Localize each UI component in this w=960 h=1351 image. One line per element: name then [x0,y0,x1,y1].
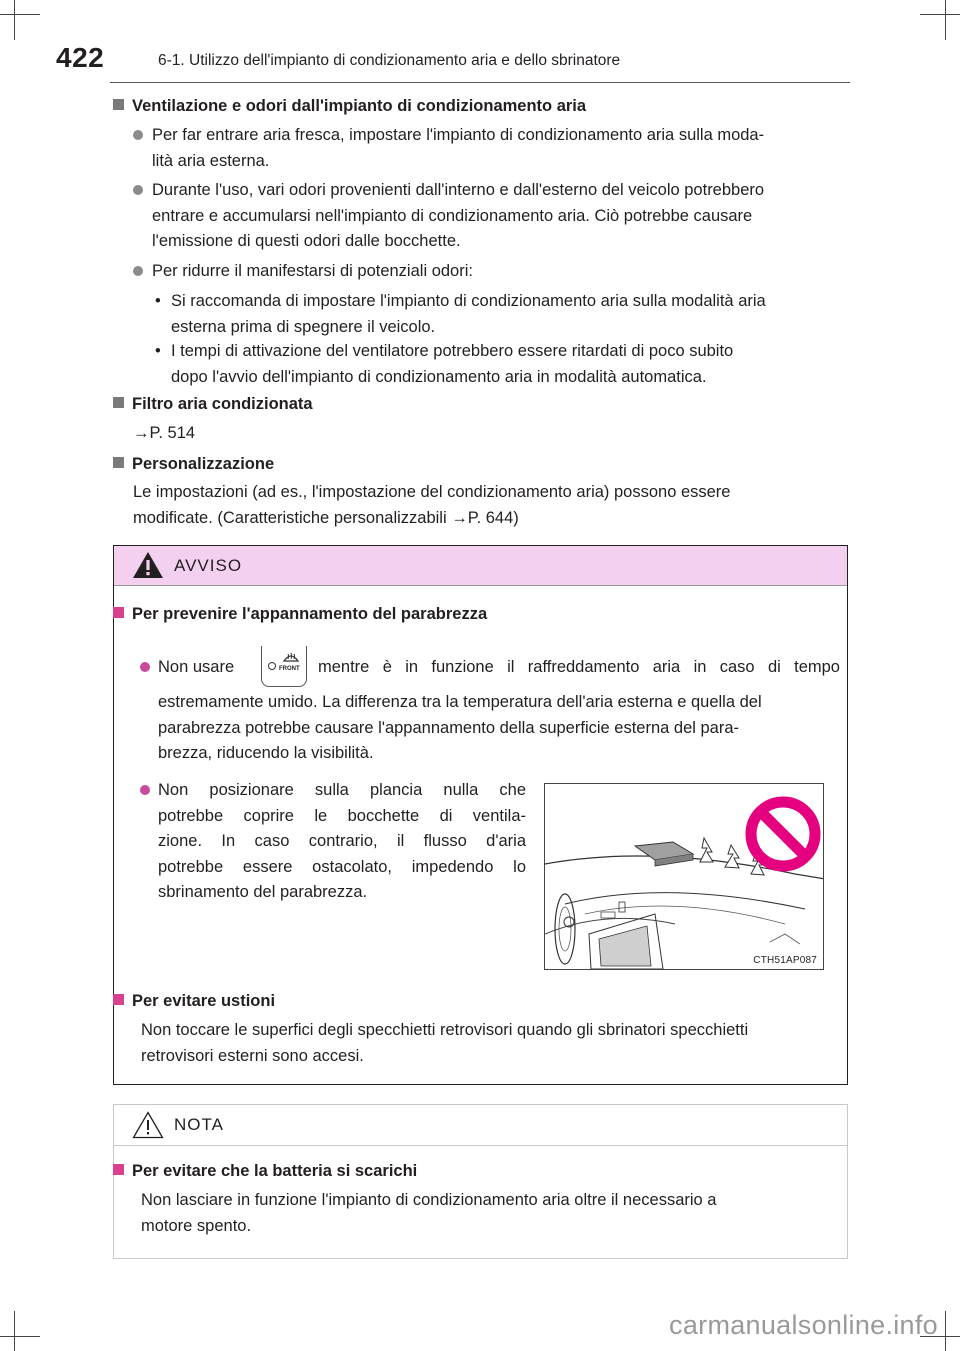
warning-title: AVVISO [174,556,243,575]
section-heading: Filtro aria condizionata [113,395,313,414]
caution-triangle-icon [132,1111,164,1139]
paragraph: Per ridurre il manifestarsi di potenziali odori: [152,262,473,280]
square-bullet-icon [113,99,124,110]
paragraph: Non toccare le superfici degli specchietti retrovisori quando gli sbrinatori specchietti retrovisori esterni sono accesi. [141,1021,749,1065]
paragraph: mentre è in funzione il raffreddamento aria in caso di tempo [318,658,840,676]
round-bullet-icon [140,662,150,672]
square-bullet-icon [113,607,124,618]
paragraph: Durante l'uso, vari odori provenienti dall'interno e dall'esterno del veicolo potrebbero entrare e accumularsi nell'impianto di condizionamento aria. Ciò potrebbe causare l'emissione di questi odori dalle bocchette. [152,181,765,250]
paragraph: Le impostazioni (ad es., l'impostazione del condizionamento aria) possono essere modificate. (Caratteristiche personalizzabili →P. 644) [133,483,731,527]
crop-mark [945,1311,946,1351]
square-bullet-icon [113,397,124,408]
note-title: NOTA [174,1115,224,1134]
prohibition-icon [751,802,815,866]
crop-mark [920,14,960,15]
square-bullet-icon [113,994,124,1005]
paragraph: Per far entrare aria fresca, impostare l'impianto di condizionamento aria sulla moda- lità aria esterna. [152,126,765,170]
dashboard-drawing [545,784,824,970]
watermark: carmanualsonline.info [669,1310,938,1340]
defroster-icon [282,650,300,664]
section-heading: Ventilazione e odori dall'impianto di condizionamento aria [113,97,586,116]
paragraph: Si raccomanda di impostare l'impianto di condizionamento aria sulla modalità aria esterna prima di spegnere il veicolo. [171,292,766,336]
warning-subheading: Per prevenire l'appannamento del parabrezza [113,605,487,624]
crop-mark [0,1336,40,1337]
header-divider [110,82,850,83]
sub-bullet: • [155,292,161,310]
crop-mark [0,14,40,15]
note-header [114,1105,847,1146]
crop-mark [14,1311,15,1351]
page-number: 422 [56,42,105,73]
button-label: FRONT [279,666,300,672]
section-heading: Personalizzazione [113,455,274,474]
warning-triangle-icon [132,551,164,579]
sub-bullet: • [155,342,161,360]
crop-mark [945,0,946,40]
round-bullet-icon [133,266,143,276]
square-bullet-icon [113,1164,124,1175]
warning-subheading: Per evitare ustioni [113,992,275,1011]
paragraph: Non posizionare sulla plancia nulla che potrebbe coprire le bocchette di ventila- zione. In caso contrario, il flusso d'aria potrebbe essere ostacolato, impedendo lo sbrinamento del parabrezza. [158,781,526,901]
round-bullet-icon [140,785,150,795]
chapter-title: 6-1. Utilizzo dell'impianto di condizionamento aria e dello sbrinatore [158,52,621,69]
paragraph: Non usare [158,658,235,676]
round-bullet-icon [133,185,143,195]
paragraph: I tempi di attivazione del ventilatore potrebbero essere ritardati di poco subito dopo l'avvio dell'impianto di condizionamento aria in modalità automatica. [171,342,734,386]
crop-mark [14,0,15,40]
round-bullet-icon [133,130,143,140]
square-bullet-icon [113,457,124,468]
paragraph: estremamente umido. La differenza tra la temperatura dell'aria esterna e quella del parabrezza potrebbe causare l'appannamento della superficie esterna del para- brezza, riducendo la visibilità. [158,693,762,762]
paragraph: Non lasciare in funzione l'impianto di condizionamento aria oltre il necessario a motore spento. [141,1191,717,1235]
note-subheading: Per evitare che la batteria si scarichi [113,1162,417,1181]
illustration-code: CTH51AP087 [753,955,817,966]
page-reference: →P. 514 [133,424,196,442]
front-defroster-button-icon [261,646,307,687]
warning-header [114,546,847,586]
dashboard-illustration [544,783,824,970]
